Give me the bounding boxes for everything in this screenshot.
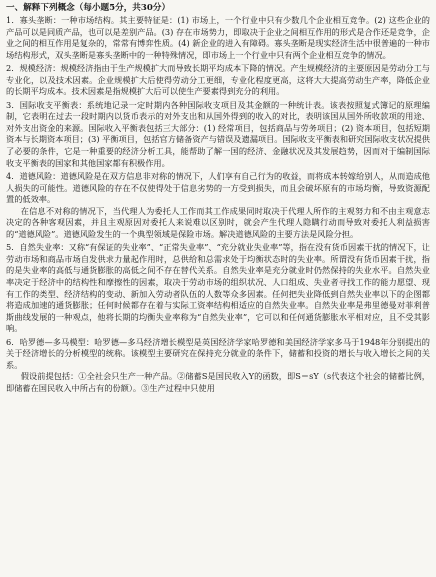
item-natural-unemployment-rate: 5．自然失业率：又称“有保证的失业率”、“正常失业率”、“充分就业失业率”等，指在没有货币因素干扰的情况下，让劳动市场和商品市场自发供求力量起作用时，总供给和总需求处于均衡状态时的失业率。所谓没有货币因素干扰，指的是失业率的高低与通货膨胀的高低之间不存在替代关系。自然失业率是充分就业时仍然保持的失业水平。自然失业率决定于经济中的结构性和摩擦性的因素，取决于劳动市场的组织状况、人口组成、失业者寻找工作的能力愿望、现有工作的类型、经济结构的变动、新加入劳动者队伍的人数等众多因素。任何把失业降低到自然失业率以下的企图都将造成加速的通货膨胀；任何时候都存在着与实际工资率结构相适应的自然失业率。自然失业率是弗里德曼对菲利普斯曲线发展的一种观点，他将长期的均衡失业率称为“自然失业率”，它可以和任何通货膨胀水平相对应，且不受其影响。 [6, 242, 430, 334]
item-oligopoly: 1．寡头垄断：一种市场结构。其主要特征是：(1) 市场上，一个行业中只有少数几个企业相互竞争。(2) 这些企业的产品可以是同质产品，也可以是差别产品。(3) 存在市场势力，即取决于企业之间相互作用的形式是合作还是竞争，企业之间的相互作用是复杂的，常常有博弈性质。(4) 新企业的进入有障碍。寡头垄断是现实经济生活中很普遍的一种市场结构形式，双头垄断是寡头垄断中的一种特殊情况，即市场上一个行业中只有两个企业相互竞争的情况。 [6, 15, 430, 60]
item-moral-hazard-continued: 在信息不对称的情况下，当代理人为委托人工作而其工作成果同时取决于代理人所作的主观努力和不由主观意志决定的各种客观因素，并且主观原因对委托人来说难以区别时，就会产生代理人隐瞒行动而导致对委托人利益损害的“道德风险”。道德风险发生的一个典型领域是保险市场。解决道德风险的主要方法是风险分担。 [6, 205, 430, 239]
item-moral-hazard: 4．道德风险：道德风险是在双方信息非对称的情况下，人们享有自己行为的收益，而将成本转嫁给别人，从而造成他人损失的可能性。道德风险的存在不仅使得处于信息劣势的一方受到损失，而且会破坏原有的市场均衡，导致资源配置的低效率。 [6, 171, 430, 205]
item-harrod-domar-model: 6．哈罗德—多马模型：哈罗德—多马经济增长模型是英国经济学家哈罗德和美国经济学家多马于1948年分别提出的关于经济增长的分析模型的统称。该模型主要研究在保持充分就业的条件下，储蓄和投资的增长与收入增长之间的关系。 [6, 336, 430, 370]
item-harrod-domar-assumptions: 假设前提包括：①全社会只生产一种产品。②储蓄S是国民收入Y的函数，即S＝sY（s代表这个社会的储蓄比例，即储蓄在国民收入中所占有的份额）。③生产过程中只使用 [6, 371, 430, 393]
section-heading: 一、解释下列概念（每小题5分，共30分） [6, 3, 171, 13]
item-balance-of-payments: 3．国际收支平衡表：系统地记录一定时期内各种国际收支项目及其金额的一种统计表。该表按照复式簿记的原理编制，它表明在过去一段时期内以货币表示的对外支出和从国外得到的收入的对比，表明该国从国外所收款项的用途、对外支出资金的来源。国际收入平衡表包括三大部分：(1) 经常项目，包括商品与劳务项目；(2) 资本项目，包括短期资本与长期资本项目；(3) 平衡项目，包括官方储备资产与错误及遗漏项目。国际收支平衡表和研究国际收支状况提供了必要的条件，它是一种重要的经济分析工具，能帮助了解一国的经济、金融状况及其发展趋势，因而对于编制国际收支平衡表的国家和其他国家都有积极作用。 [6, 99, 430, 168]
item-economies-of-scale: 2．规模经济：规模经济指由于生产规模扩大而导致长期平均成本下降的情况。产生规模经济的主要原因是劳动分工与专业化，以及技术因素。企业规模扩大后使得劳动分工更细，专业化程度更高，这将大大提高劳动生产率，降低企业的长期平均成本。技术因素是指规模扩大后可以使生产要素得到充分的利用。 [6, 63, 430, 97]
